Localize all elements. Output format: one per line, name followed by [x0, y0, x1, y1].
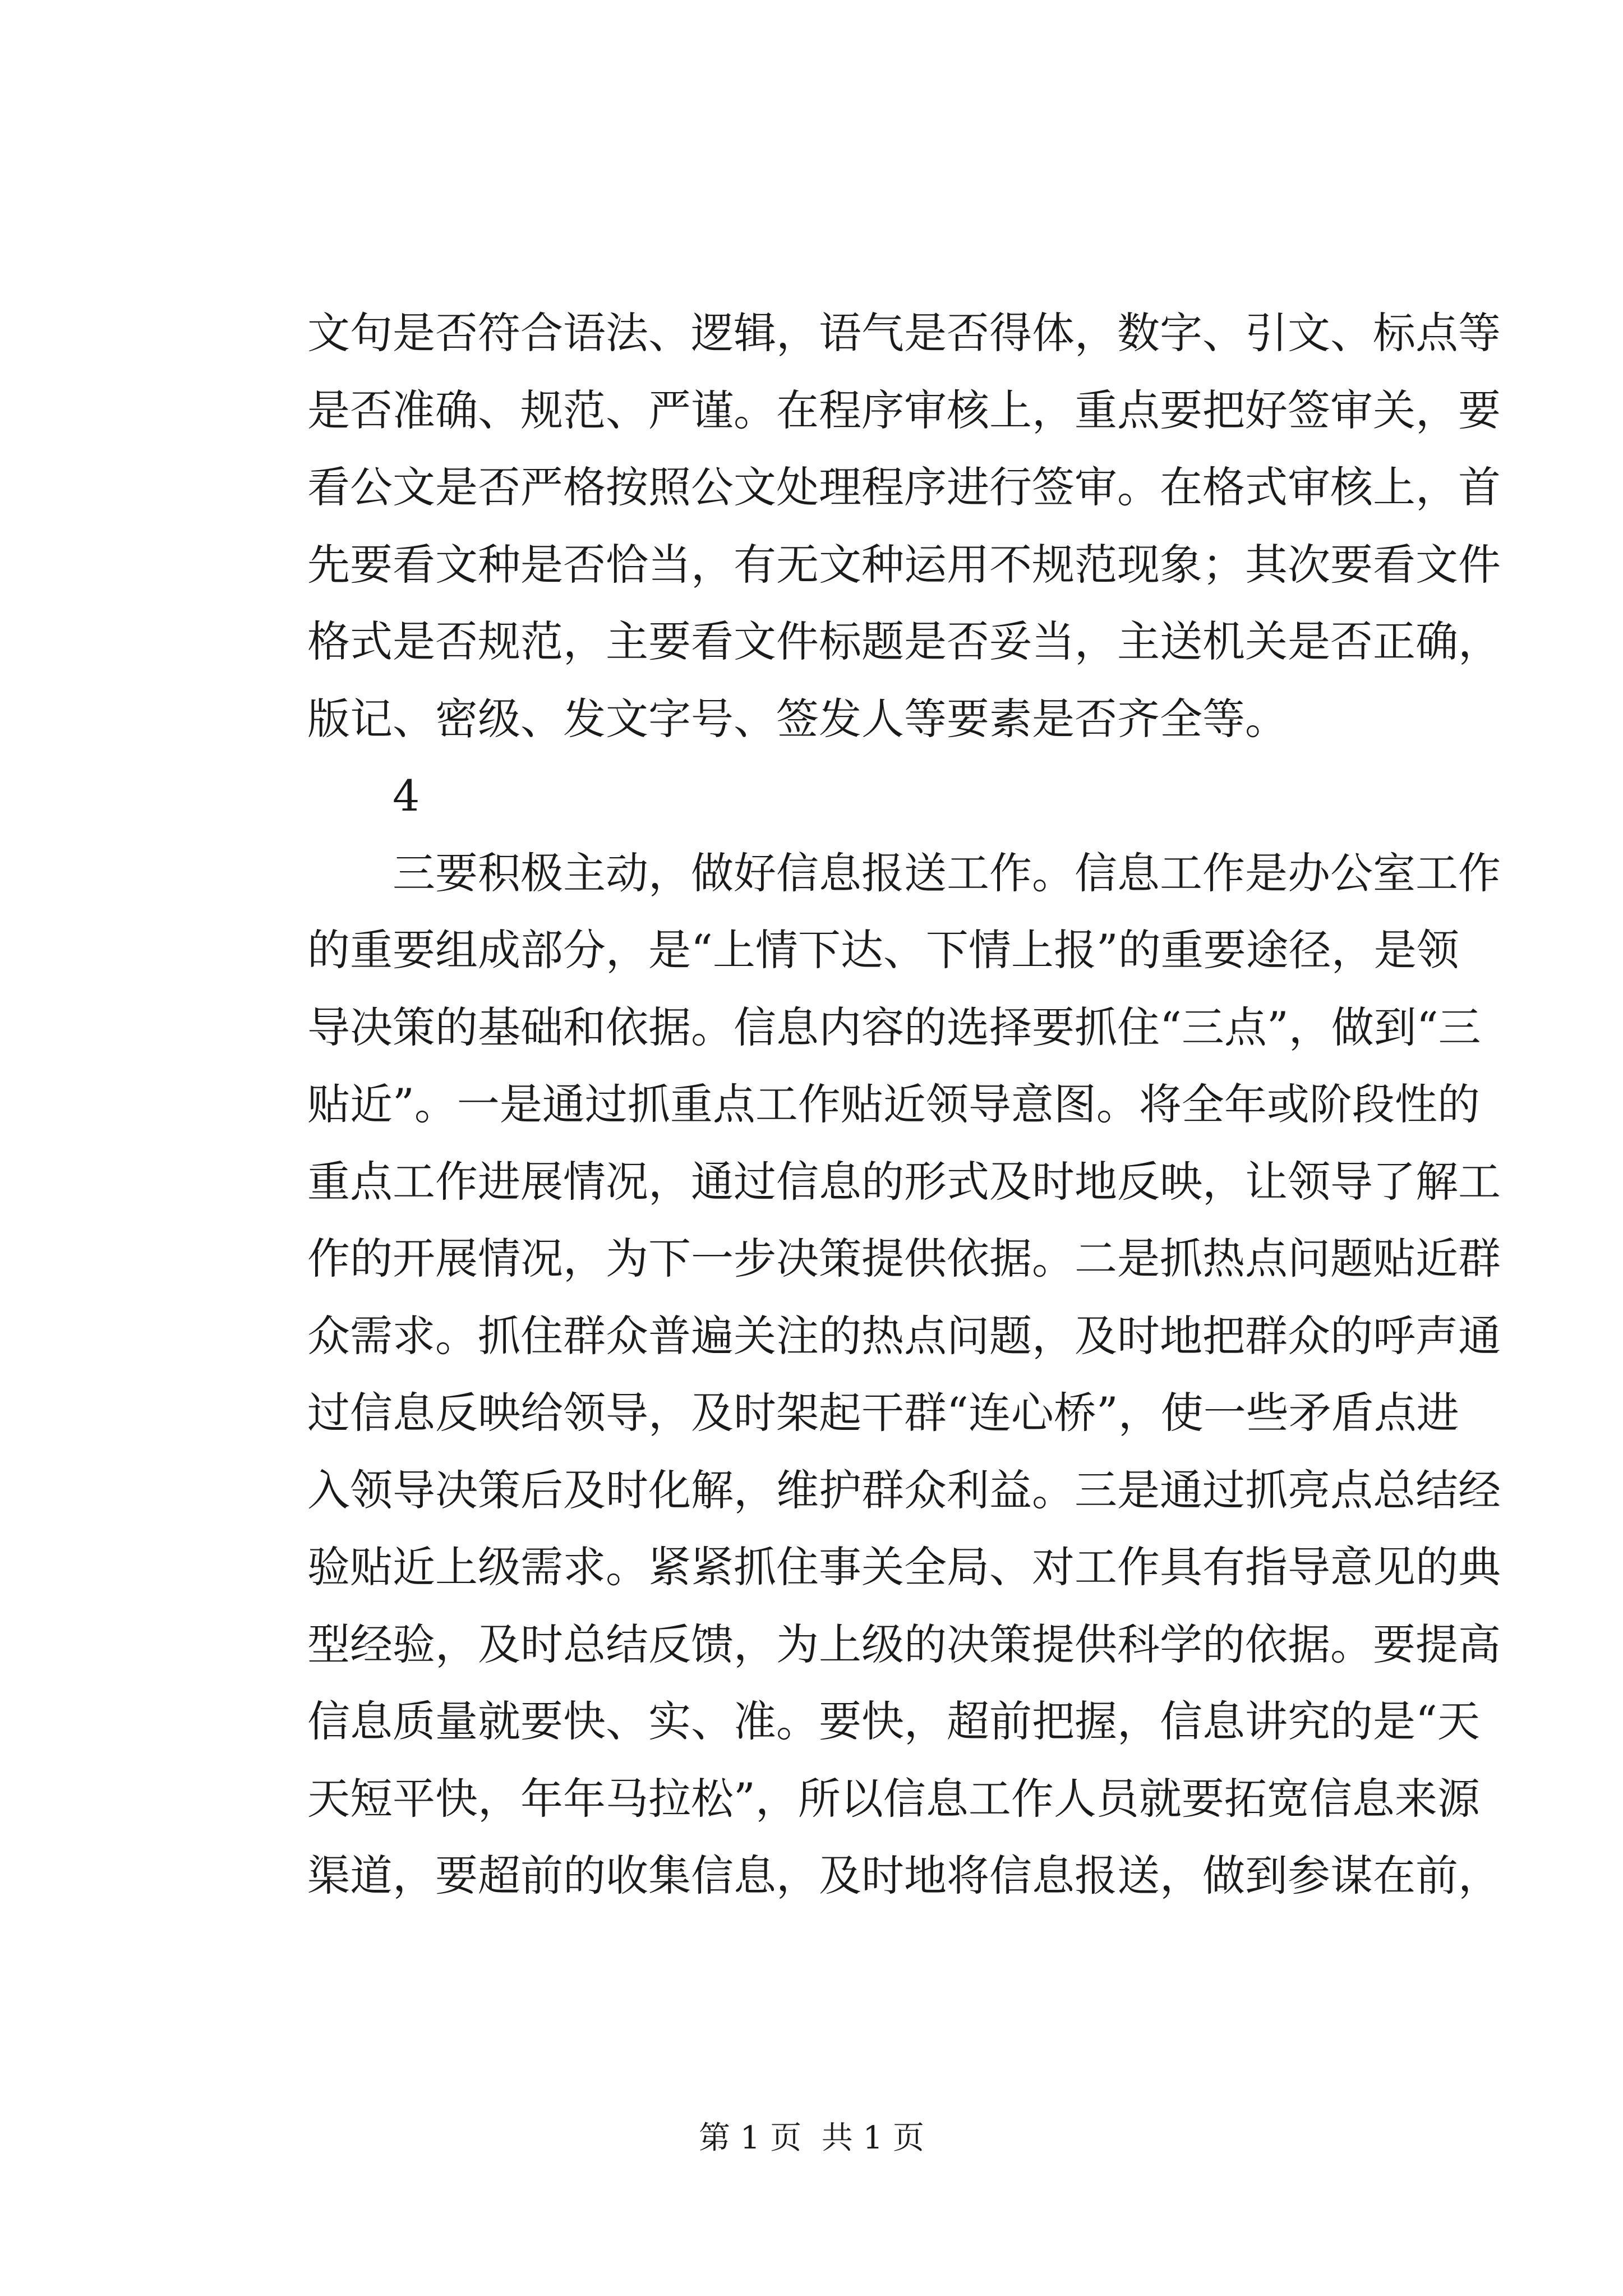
- text-line: 先要看文种是否恰当，有无文种运用不规范现象；其次要看文件: [307, 539, 1501, 590]
- text-line: 三要积极主动，做好信息报送工作。信息工作是办公室工作: [393, 848, 1501, 898]
- text-line: 贴近”。一是通过抓重点工作贴近领导意图。将全年或阶段性的: [307, 1079, 1480, 1129]
- text-line: 是否准确、规范、严谨。在程序审核上，重点要把好签审关，要: [307, 385, 1501, 435]
- text-line: 渠道，要超前的收集信息，及时地将信息报送，做到参谋在前，: [307, 1851, 1501, 1901]
- paragraph-number: 4: [393, 771, 420, 821]
- text-line: 重点工作进展情况，通过信息的形式及时地反映，让领导了解工: [307, 1156, 1501, 1207]
- document-body: [307, 295, 1501, 1915]
- text-line: 信息质量就要快、实、准。要快，超前把握，信息讲究的是“天: [307, 1696, 1480, 1746]
- text-line: 天短平快，年年马拉松”，所以信息工作人员就要拓宽信息来源: [307, 1773, 1480, 1824]
- text-line: 型经验，及时总结反馈，为上级的决策提供科学的依据。要提高: [307, 1619, 1501, 1669]
- text-line: 众需求。抓住群众普遍关注的热点问题，及时地把群众的呼声通: [307, 1310, 1501, 1361]
- text-line: 入领导决策后及时化解，维护群众利益。三是通过抓亮点总结经: [307, 1465, 1501, 1515]
- text-line: 过信息反映给领导，及时架起干群“连心桥”，使一些矛盾点进: [307, 1388, 1459, 1438]
- text-line: 看公文是否严格按照公文处理程序进行签审。在格式审核上，首: [307, 462, 1501, 512]
- text-line: 导决策的基础和依据。信息内容的选择要抓住“三点”，做到“三: [307, 1002, 1481, 1052]
- text-line: 的重要组成部分，是“上情下达、下情上报”的重要途径，是领: [307, 925, 1459, 975]
- text-line: 格式是否规范，主要看文件标题是否妥当，主送机关是否正确，: [307, 616, 1501, 666]
- page-footer: [0, 2116, 1623, 2161]
- page-number-text: 第 1 页 共 1 页: [698, 2120, 925, 2156]
- text-line: 版记、密级、发文字号、签发人等要素是否齐全等。: [307, 693, 1288, 744]
- text-line: 验贴近上级需求。紧紧抓住事关全局、对工作具有指导意见的典: [307, 1542, 1501, 1592]
- text-line: 文句是否符合语法、逻辑，语气是否得体，数字、引文、标点等: [307, 308, 1501, 358]
- text-line: 作的开展情况，为下一步决策提供依据。二是抓热点问题贴近群: [307, 1234, 1501, 1283]
